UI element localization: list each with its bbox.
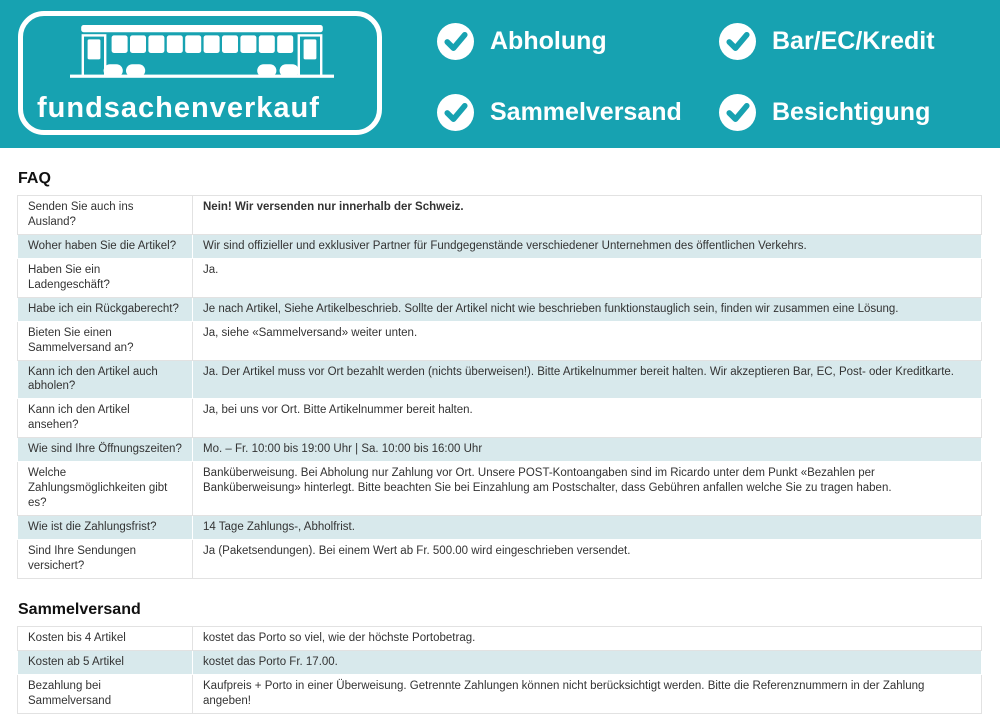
sammelversand-table xyxy=(17,626,982,714)
faq-answer: 14 Tage Zahlungs-, Abholfrist. xyxy=(193,516,982,540)
page-header xyxy=(0,0,1000,148)
feature-label: Besichtigung xyxy=(772,98,931,126)
table-row xyxy=(18,321,982,360)
logo-wordmark: fundsachenverkauf xyxy=(37,92,320,124)
sammelversand-label: Kosten ab 5 Artikel xyxy=(18,650,193,674)
faq-question: Woher haben Sie die Artikel? xyxy=(18,234,193,258)
faq-answer: Banküberweisung. Bei Abholung nur Zahlung vor Ort. Unsere POST-Kontoangaben sind im Ricardo unter dem Punkt «Bezahlen per Banküberweisung» hinterlegt. Bitte beachten Sie bei Einzahlung am Postschalter, dass Gebühren anfallen welche Sie zu tragen haben. xyxy=(193,462,982,516)
table-row xyxy=(18,516,982,540)
sammelversand-label: Bezahlung bei Sammelversand xyxy=(18,674,193,713)
faq-question: Welche Zahlungsmöglichkeiten gibt es? xyxy=(18,462,193,516)
check-circle-icon xyxy=(719,23,756,60)
faq-question: Kann ich den Artikel auch abholen? xyxy=(18,360,193,399)
table-row xyxy=(18,234,982,258)
faq-title: FAQ xyxy=(18,170,51,187)
faq-table xyxy=(17,195,982,579)
faq-answer: Ja. Der Artikel muss vor Ort bezahlt werden (nichts überweisen!). Bitte Artikelnummer bereit halten. Wir akzeptieren Bar, EC, Post- oder Kreditkarte. xyxy=(193,360,982,399)
faq-answer: Mo. – Fr. 10:00 bis 19:00 Uhr | Sa. 10:00 bis 16:00 Uhr xyxy=(193,438,982,462)
table-row xyxy=(18,297,982,321)
faq-question: Wie ist die Zahlungsfrist? xyxy=(18,516,193,540)
table-row xyxy=(18,462,982,516)
faq-question: Sind Ihre Sendungen versichert? xyxy=(18,539,193,578)
faq-answer: Ja, siehe «Sammelversand» weiter unten. xyxy=(193,321,982,360)
feature-label: Sammelversand xyxy=(490,98,682,126)
sammelversand-value: kostet das Porto so viel, wie der höchste Portobetrag. xyxy=(193,626,982,650)
table-row xyxy=(18,539,982,578)
table-row xyxy=(18,438,982,462)
feature-abholung xyxy=(437,23,607,60)
main-content xyxy=(0,170,1000,714)
sammelversand-label: Kosten bis 4 Artikel xyxy=(18,626,193,650)
table-row xyxy=(18,196,982,235)
faq-answer: Wir sind offizieller und exklusiver Partner für Fundgegenstände verschiedener Unternehmen des öffentlichen Verkehrs. xyxy=(193,234,982,258)
check-circle-icon xyxy=(437,23,474,60)
sammelversand-title: Sammelversand xyxy=(18,600,141,618)
sammelversand-value: kostet das Porto Fr. 17.00. xyxy=(193,650,982,674)
faq-question: Senden Sie auch ins Ausland? xyxy=(18,196,193,235)
faq-answer: Ja (Paketsendungen). Bei einem Wert ab Fr. 500.00 wird eingeschrieben versendet. xyxy=(193,539,982,578)
table-row xyxy=(18,626,982,650)
faq-question: Bieten Sie einen Sammelversand an? xyxy=(18,321,193,360)
table-row xyxy=(18,399,982,438)
check-circle-icon xyxy=(719,94,756,131)
faq-answer: Ja. xyxy=(193,258,982,297)
feature-bar-ec-kredit xyxy=(719,23,935,60)
feature-sammelversand xyxy=(437,94,682,131)
table-row xyxy=(18,650,982,674)
check-circle-icon xyxy=(437,94,474,131)
faq-answer: Je nach Artikel, Siehe Artikelbeschrieb. Sollte der Artikel nicht wie beschrieben funktionstauglich sein, finden wir zusammen eine Lösung. xyxy=(193,297,982,321)
feature-besichtigung xyxy=(719,94,930,131)
train-icon xyxy=(37,25,367,89)
sammelversand-value: Kaufpreis + Porto in einer Überweisung. Getrennte Zahlungen können nicht berücksichtigt werden. Bitte die Referenznummern in der Zahlung angeben! xyxy=(193,674,982,713)
faq-answer: Ja, bei uns vor Ort. Bitte Artikelnummer bereit halten. xyxy=(193,399,982,438)
faq-question: Habe ich ein Rückgaberecht? xyxy=(18,297,193,321)
feature-label: Bar/EC/Kredit xyxy=(772,27,935,55)
table-row xyxy=(18,360,982,399)
feature-label: Abholung xyxy=(490,27,607,55)
fundsachenverkauf-logo xyxy=(18,11,382,135)
table-row xyxy=(18,258,982,297)
faq-question: Wie sind Ihre Öffnungszeiten? xyxy=(18,438,193,462)
faq-answer: Nein! Wir versenden nur innerhalb der Schweiz. xyxy=(193,196,982,235)
table-row xyxy=(18,674,982,713)
faq-question: Kann ich den Artikel ansehen? xyxy=(18,399,193,438)
faq-question: Haben Sie ein Ladengeschäft? xyxy=(18,258,193,297)
